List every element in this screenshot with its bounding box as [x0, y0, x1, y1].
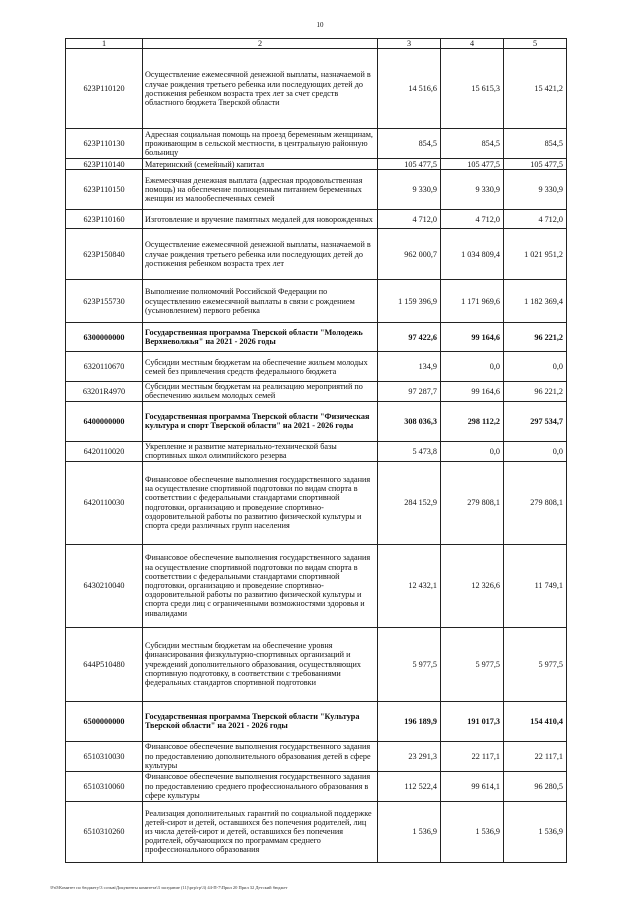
description-cell: Государственная программа Тверской области "Молодежь Верхневолжья" на 2021 - 2026 годы [143, 323, 378, 352]
value-col-5: 1 021 951,2 [504, 229, 567, 280]
code-cell: 623P155730 [66, 280, 143, 323]
header-col-2: 2 [143, 39, 378, 49]
footer-path: \Fs0\Комитет по бюджету\3 созыв\Документы комитета\3 заседание (11)\ргр\гр\3) 44-П-7\Прил 20 Прил 32 Детский бюджет [50, 885, 288, 890]
table-row [66, 461, 567, 544]
value-col-3: 12 432,1 [378, 544, 441, 627]
table-row [66, 352, 567, 382]
value-col-5: 9 330,9 [504, 170, 567, 210]
value-col-3: 14 516,6 [378, 49, 441, 129]
value-col-4: 0,0 [441, 352, 504, 382]
value-col-4: 279 808,1 [441, 461, 504, 544]
description-cell: Субсидии местным бюджетам на реализацию мероприятий по обеспечению жильем молодых семей [143, 382, 378, 401]
header-row [66, 39, 567, 49]
code-cell: 6420110030 [66, 461, 143, 544]
value-col-5: 154 410,4 [504, 701, 567, 741]
value-col-4: 5 977,5 [441, 627, 504, 701]
description-cell: Финансовое обеспечение выполнения государственного задания на осуществление спортивной подготовки по видам спорта в соответствии с федеральными стандартами спортивной подготовки, организацию и проведение спортивно-оздоровительной работы по развитию физической культуры и спорта среди лиц с ограниченными возможностями здоровья и инвалидами [143, 544, 378, 627]
description-cell: Материнский (семейный) капитал [143, 159, 378, 170]
code-cell: 63201R4970 [66, 382, 143, 401]
value-col-3: 9 330,9 [378, 170, 441, 210]
header-col-5: 5 [504, 39, 567, 49]
value-col-3: 1 159 396,9 [378, 280, 441, 323]
description-cell: Адресная социальная помощь на проезд беременным женщинам, проживающим в сельской местности, в центральную районную больницу [143, 129, 378, 159]
table-row [66, 382, 567, 401]
table-row [66, 701, 567, 741]
description-cell: Осуществление ежемесячной денежной выплаты, назначаемой в случае рождения третьего ребенка или последующих детей до достижения ребенком возраста трех лет [143, 229, 378, 280]
code-cell: 623P110120 [66, 49, 143, 129]
value-col-3: 105 477,5 [378, 159, 441, 170]
table-row [66, 280, 567, 323]
table-row [66, 741, 567, 771]
value-col-3: 4 712,0 [378, 210, 441, 229]
value-col-5: 0,0 [504, 352, 567, 382]
value-col-5: 4 712,0 [504, 210, 567, 229]
value-col-5: 297 534,7 [504, 401, 567, 441]
value-col-3: 284 152,9 [378, 461, 441, 544]
value-col-5: 279 808,1 [504, 461, 567, 544]
value-col-5: 96 221,2 [504, 323, 567, 352]
table-row [66, 441, 567, 461]
value-col-5: 105 477,5 [504, 159, 567, 170]
value-col-3: 854,5 [378, 129, 441, 159]
value-col-4: 1 536,9 [441, 801, 504, 862]
value-col-4: 191 017,3 [441, 701, 504, 741]
code-cell: 6430210040 [66, 544, 143, 627]
table-row [66, 129, 567, 159]
value-col-3: 5 977,5 [378, 627, 441, 701]
table-row [66, 210, 567, 229]
description-cell: Субсидии местным бюджетам на обеспечение жильем молодых семей без привлечения средств федерального бюджета [143, 352, 378, 382]
code-cell: 6300000000 [66, 323, 143, 352]
code-cell: 6320110670 [66, 352, 143, 382]
description-cell: Осуществление ежемесячной денежной выплаты, назначаемой в случае рождения третьего ребенка или последующих детей до достижения ребенком возраста трех лет за счет средств областного бюджета Тверской области [143, 49, 378, 129]
value-col-3: 962 000,7 [378, 229, 441, 280]
value-col-5: 1 536,9 [504, 801, 567, 862]
value-col-4: 854,5 [441, 129, 504, 159]
value-col-3: 134,9 [378, 352, 441, 382]
value-col-3: 5 473,8 [378, 441, 441, 461]
description-cell: Финансовое обеспечение выполнения государственного задания по предоставлению дополнительного образования детей в сфере культуры [143, 741, 378, 771]
table-body [66, 49, 567, 862]
budget-table [65, 38, 567, 863]
code-cell: 6510310030 [66, 741, 143, 771]
table-row [66, 544, 567, 627]
table-row [66, 627, 567, 701]
value-col-4: 99 164,6 [441, 323, 504, 352]
value-col-4: 15 615,3 [441, 49, 504, 129]
table-row [66, 801, 567, 862]
value-col-4: 99 614,1 [441, 771, 504, 801]
value-col-4: 12 326,6 [441, 544, 504, 627]
value-col-5: 11 749,1 [504, 544, 567, 627]
description-cell: Финансовое обеспечение выполнения государственного задания по предоставлению среднего профессионального образования в сфере культуры [143, 771, 378, 801]
value-col-4: 22 117,1 [441, 741, 504, 771]
table-row [66, 229, 567, 280]
description-cell: Ежемесячная денежная выплата (адресная продовольственная помощь) на обеспечение полноценным питанием беременных женщин из малообеспеченных семей [143, 170, 378, 210]
code-cell: 6420110020 [66, 441, 143, 461]
value-col-5: 15 421,2 [504, 49, 567, 129]
value-col-4: 1 171 969,6 [441, 280, 504, 323]
code-cell: 6510310060 [66, 771, 143, 801]
description-cell: Выполнение полномочий Российской Федерации по осуществлению ежемесячной выплаты в связи с рождением (усыновлением) первого ребенка [143, 280, 378, 323]
value-col-3: 308 036,3 [378, 401, 441, 441]
code-cell: 644P510480 [66, 627, 143, 701]
code-cell: 623P110160 [66, 210, 143, 229]
value-col-5: 22 117,1 [504, 741, 567, 771]
value-col-3: 196 189,9 [378, 701, 441, 741]
value-col-4: 1 034 809,4 [441, 229, 504, 280]
table-row [66, 170, 567, 210]
table-row [66, 159, 567, 170]
value-col-3: 1 536,9 [378, 801, 441, 862]
header-col-3: 3 [378, 39, 441, 49]
code-cell: 623P110150 [66, 170, 143, 210]
table-row [66, 49, 567, 129]
value-col-5: 1 182 369,4 [504, 280, 567, 323]
description-cell: Государственная программа Тверской области "Культура Тверской области" на 2021 - 2026 годы [143, 701, 378, 741]
value-col-5: 96 221,2 [504, 382, 567, 401]
code-cell: 6400000000 [66, 401, 143, 441]
table-row [66, 771, 567, 801]
value-col-4: 4 712,0 [441, 210, 504, 229]
code-cell: 623P110140 [66, 159, 143, 170]
value-col-4: 0,0 [441, 441, 504, 461]
value-col-3: 23 291,3 [378, 741, 441, 771]
description-cell: Государственная программа Тверской области "Физическая культура и спорт Тверской области" на 2021 - 2026 годы [143, 401, 378, 441]
value-col-5: 854,5 [504, 129, 567, 159]
value-col-5: 96 280,5 [504, 771, 567, 801]
code-cell: 6510310260 [66, 801, 143, 862]
table-row [66, 323, 567, 352]
value-col-4: 105 477,5 [441, 159, 504, 170]
code-cell: 623P150840 [66, 229, 143, 280]
description-cell: Субсидии местным бюджетам на обеспечение уровня финансирования физкультурно-спортивных организаций и учреждений дополнительного образования, осуществляющих спортивную подготовку, в соответствии с требованиями федеральных стандартов спортивной подготовки [143, 627, 378, 701]
code-cell: 623P110130 [66, 129, 143, 159]
page-number: 10 [316, 21, 324, 29]
value-col-5: 5 977,5 [504, 627, 567, 701]
description-cell: Изготовление и вручение памятных медалей для новорожденных [143, 210, 378, 229]
value-col-3: 97 422,6 [378, 323, 441, 352]
header-col-4: 4 [441, 39, 504, 49]
table-row [66, 401, 567, 441]
description-cell: Финансовое обеспечение выполнения государственного задания на осуществление спортивной подготовки по видам спорта в соответствии с федеральными стандартами спортивной подготовки, организацию и проведение спортивно-оздоровительной работы по развитию физической культуры и спорта среди различных групп населения [143, 461, 378, 544]
value-col-4: 298 112,2 [441, 401, 504, 441]
value-col-3: 112 522,4 [378, 771, 441, 801]
description-cell: Укрепление и развитие материально-технической базы спортивных школ олимпийского резерва [143, 441, 378, 461]
value-col-4: 9 330,9 [441, 170, 504, 210]
value-col-5: 0,0 [504, 441, 567, 461]
value-col-3: 97 287,7 [378, 382, 441, 401]
description-cell: Реализация дополнительных гарантий по социальной поддержке детей-сирот и детей, оставшихся без попечения родителей, лиц из числа детей-сирот и детей, оставшихся без попечения родителей, обучающихся по программам среднего профессионального образования [143, 801, 378, 862]
code-cell: 6500000000 [66, 701, 143, 741]
header-col-1: 1 [66, 39, 143, 49]
value-col-4: 99 164,6 [441, 382, 504, 401]
